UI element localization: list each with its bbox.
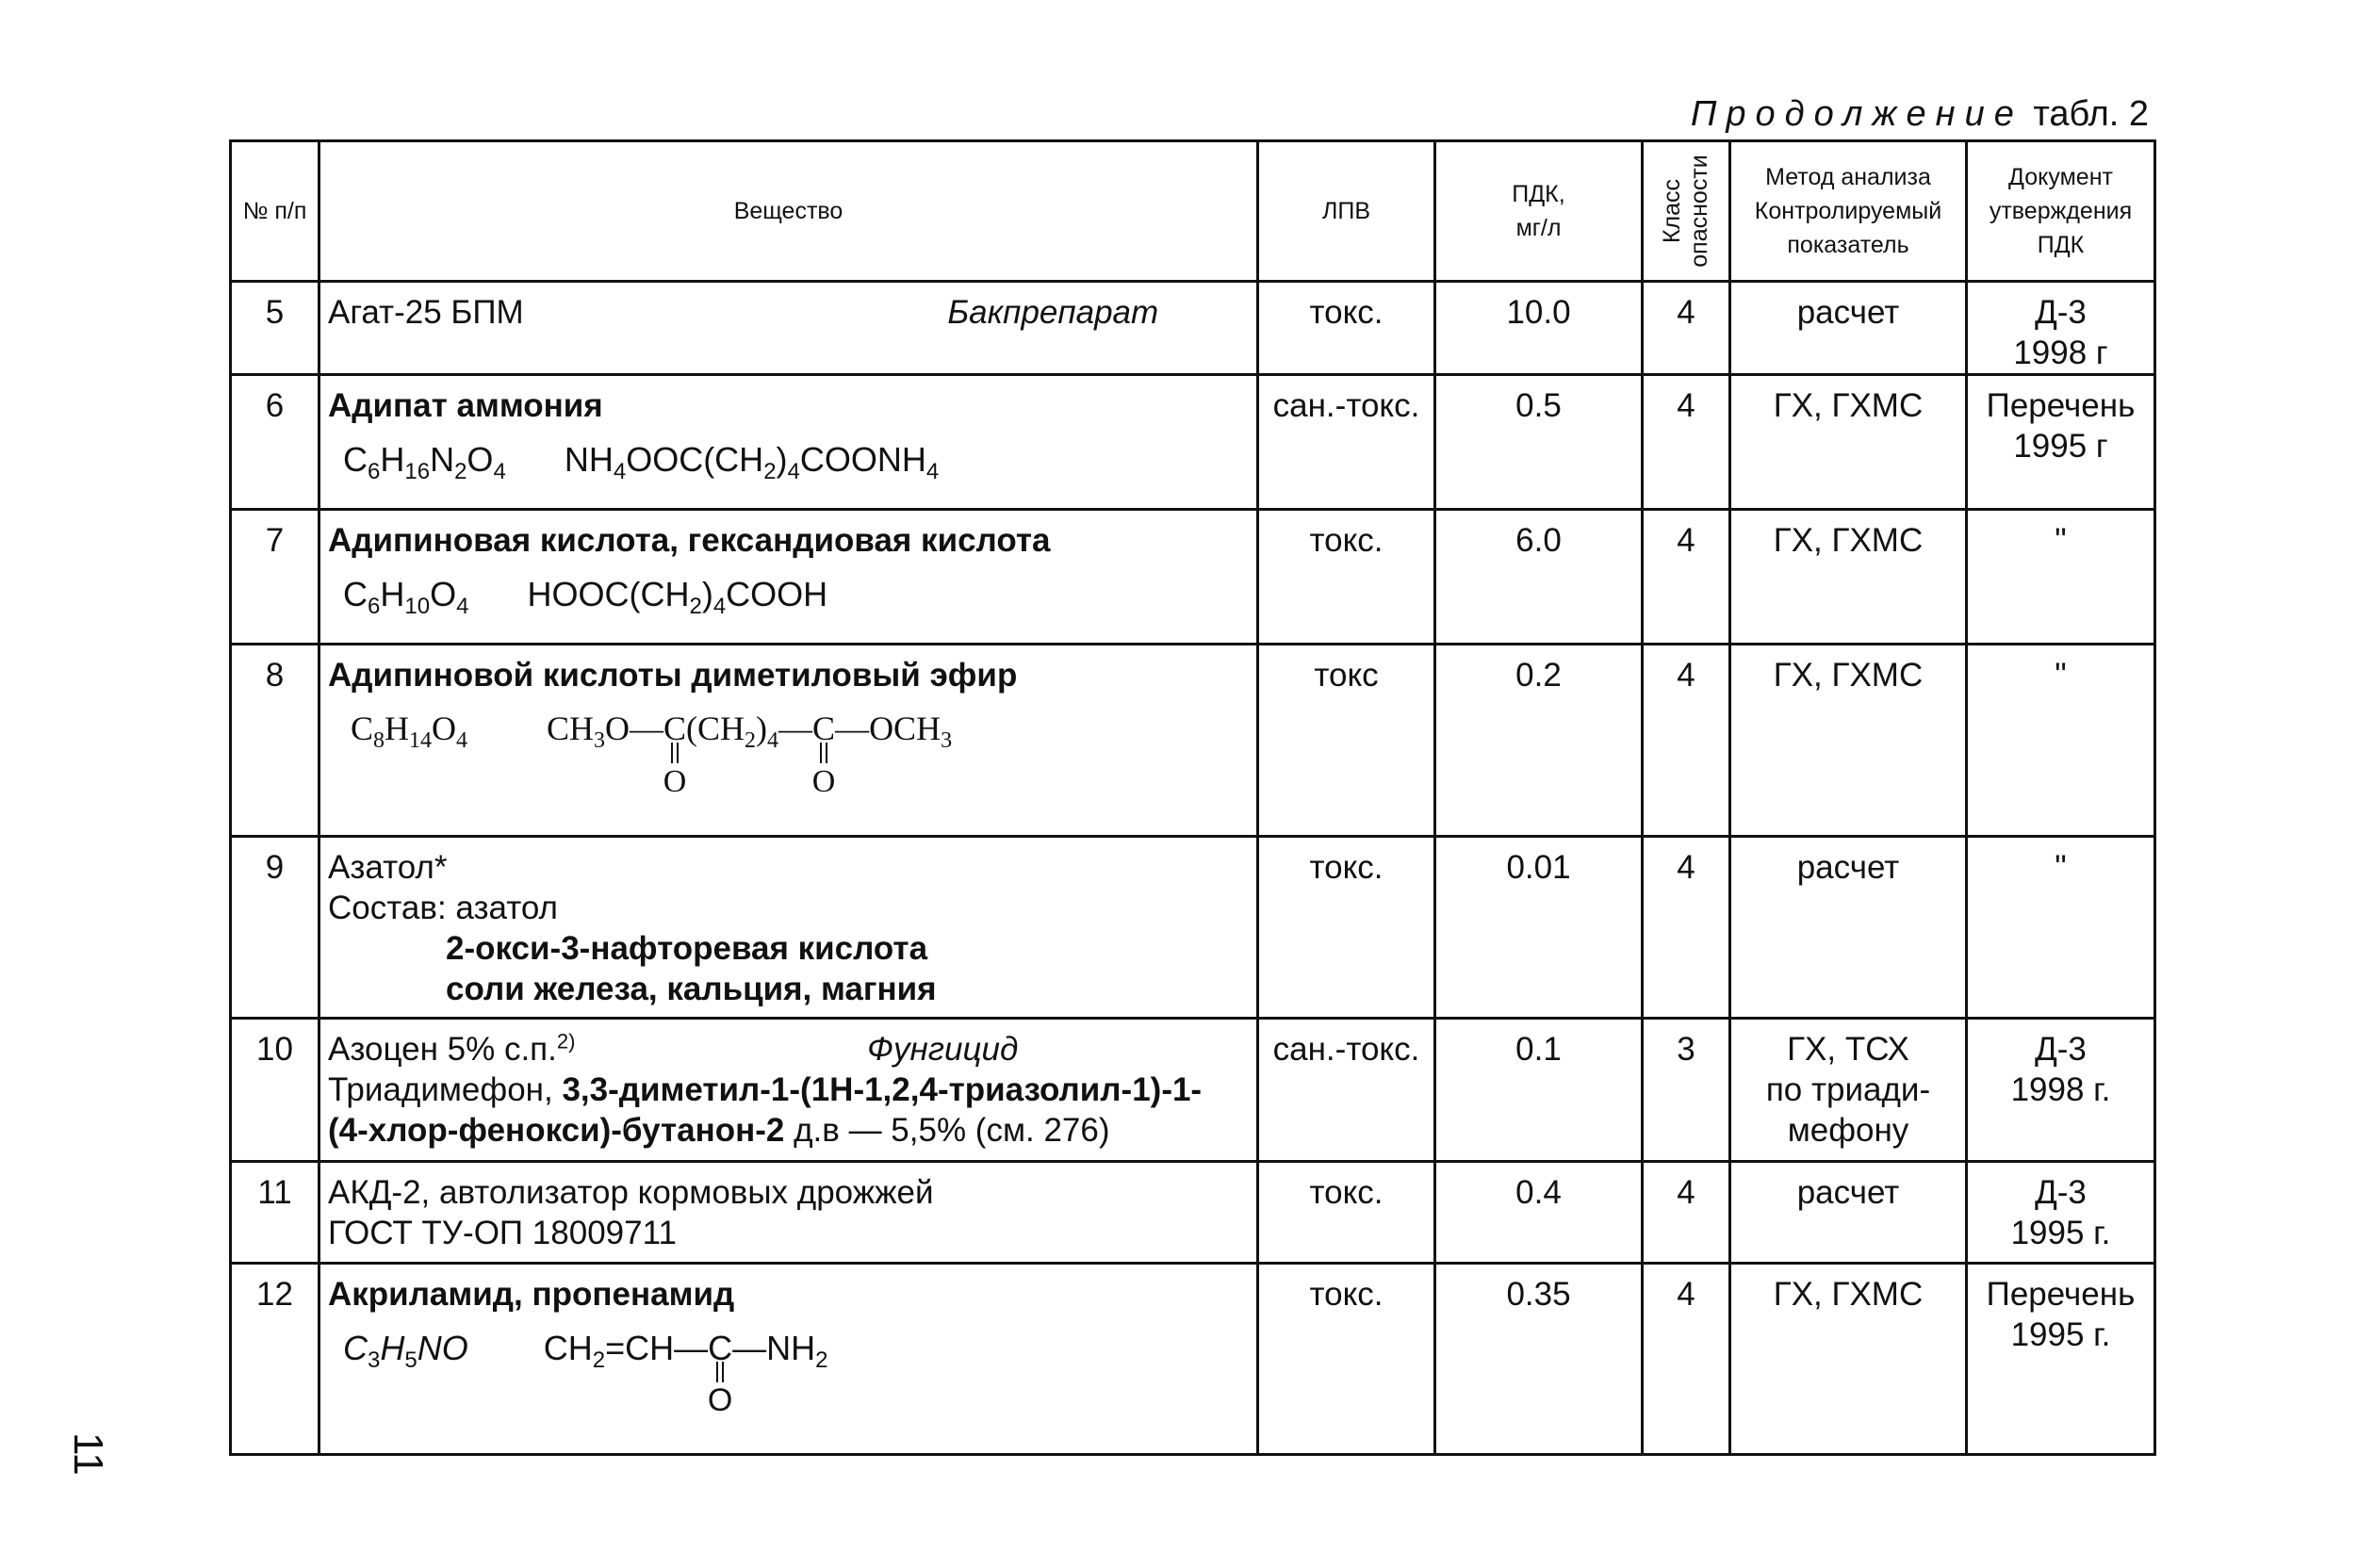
cell-method: расчет bbox=[1730, 282, 1967, 375]
cell-method: ГХ, ГХМС bbox=[1730, 510, 1967, 645]
cell-pdk: 0.4 bbox=[1435, 1162, 1643, 1264]
chemical-formula: $C_6H_{10}O_4$ $HOOC(CH_2)_4COOH$ bbox=[343, 575, 828, 620]
header-document bbox=[1967, 141, 2155, 282]
doc-line1: Д-3 bbox=[2035, 1031, 2087, 1068]
substance-name: Адипиновая кислота, гександиовая кислота bbox=[328, 522, 1051, 559]
chemical-formula: $C_6H_{16}N_2O_4$ $NH_4OOC(CH_2)_4COONH_4$ bbox=[343, 440, 940, 485]
cell-pdk: 0.01 bbox=[1435, 837, 1643, 1019]
cell-lpv: токс bbox=[1258, 645, 1435, 837]
cell-pdk: 10.0 bbox=[1435, 282, 1643, 375]
method-line1: ГХ, ТСХ bbox=[1787, 1031, 1909, 1068]
doc-line2: 1998 г. bbox=[2010, 1071, 2111, 1108]
substance-note: Фунгицид bbox=[867, 1031, 1019, 1068]
cell-lpv: сан.-токс. bbox=[1258, 1019, 1435, 1162]
cell-lpv: токс. bbox=[1258, 510, 1435, 645]
cell-num: 9 bbox=[231, 837, 319, 1019]
header-substance: Вещество bbox=[319, 141, 1258, 282]
cell-num: 5 bbox=[231, 282, 319, 375]
cell-class: 4 bbox=[1643, 837, 1730, 1019]
table-row bbox=[231, 1162, 2155, 1264]
cell-document: " bbox=[1967, 510, 2155, 645]
doc-line1: Перечень bbox=[1986, 387, 2136, 424]
doc-line2: 1998 г bbox=[2013, 335, 2108, 371]
doc-line2: 1995 г. bbox=[2010, 1316, 2111, 1353]
cell-class: 3 bbox=[1643, 1019, 1730, 1162]
cell-pdk: 0.2 bbox=[1435, 645, 1643, 837]
cell-num: 8 bbox=[231, 645, 319, 837]
cell-num: 11 bbox=[231, 1162, 319, 1264]
substance-name: АКД-2, автолизатор кормовых дрожжей bbox=[328, 1174, 934, 1211]
header-pdk-line2: мг/л bbox=[1515, 215, 1562, 241]
cell-lpv: токс. bbox=[1258, 282, 1435, 375]
table-row bbox=[231, 645, 2155, 837]
cell-class: 4 bbox=[1643, 1162, 1730, 1264]
cell-pdk: 0.1 bbox=[1435, 1019, 1643, 1162]
doc-line1: Перечень bbox=[1986, 1276, 2136, 1313]
cell-document bbox=[1967, 1019, 2155, 1162]
cell-pdk: 6.0 bbox=[1435, 510, 1643, 645]
cell-document bbox=[1967, 1264, 2155, 1455]
cell-document bbox=[1967, 375, 2155, 510]
substance-composition: Состав: азатол bbox=[328, 890, 558, 926]
substance-name: Акриламид, пропенамид bbox=[328, 1276, 735, 1313]
header-method-line3: показатель bbox=[1787, 232, 1909, 258]
cell-class: 4 bbox=[1643, 510, 1730, 645]
method-line3: мефону bbox=[1787, 1112, 1909, 1149]
cell-num: 12 bbox=[231, 1264, 319, 1455]
substance-line3: (4-хлор-фенокси)-бутанон-2 д.в — 5,5% (см. 276) bbox=[328, 1112, 1110, 1149]
cell-num: 7 bbox=[231, 510, 319, 645]
doc-line2: 1995 г bbox=[2013, 428, 2108, 465]
chemical-formula: $C_8H_{14}O_4$ $CH_3O—C$ O $(CH_2)_4—C$ O $—OCH_3$ bbox=[351, 710, 953, 799]
cell-class: 4 bbox=[1643, 375, 1730, 510]
table-row bbox=[231, 1264, 2155, 1455]
cell-method: ГХ, ГХМС bbox=[1730, 375, 1967, 510]
substance-name: Азатол* bbox=[328, 849, 448, 886]
substance-component: соли железа, кальция, магния bbox=[446, 971, 937, 1007]
cell-lpv: сан.-токс. bbox=[1258, 375, 1435, 510]
header-class-line2: опасности bbox=[1686, 155, 1712, 268]
table-row bbox=[231, 282, 2155, 375]
cell-lpv: токс. bbox=[1258, 837, 1435, 1019]
header-doc-line3: ПДК bbox=[2037, 232, 2085, 258]
cell-document bbox=[1967, 282, 2155, 375]
header-doc-line2: утверждения bbox=[1989, 198, 2133, 224]
header-method-line1: Метод анализа bbox=[1765, 164, 1931, 190]
substance-name: Адипиновой кислоты диметиловый эфир bbox=[328, 657, 1018, 694]
method-line2: по триади- bbox=[1765, 1071, 1931, 1108]
header-class bbox=[1643, 141, 1730, 282]
substance-name: Агат-25 БПМ bbox=[328, 294, 524, 331]
table-caption bbox=[1602, 94, 2149, 135]
cell-num: 6 bbox=[231, 375, 319, 510]
cell-document: " bbox=[1967, 837, 2155, 1019]
substance-line1 bbox=[328, 1029, 1251, 1070]
doc-line2: 1995 г. bbox=[2010, 1215, 2111, 1251]
cell-method: расчет bbox=[1730, 1162, 1967, 1264]
cell-substance bbox=[319, 510, 1258, 645]
cell-lpv: токс. bbox=[1258, 1264, 1435, 1455]
cell-document bbox=[1967, 1162, 2155, 1264]
table-row bbox=[231, 375, 2155, 510]
caption-table-ref: табл. 2 bbox=[2033, 94, 2149, 134]
doc-line1: Д-3 bbox=[2035, 1174, 2087, 1211]
header-lpv: ЛПВ bbox=[1258, 141, 1435, 282]
page-number: 11 bbox=[65, 1432, 111, 1476]
cell-substance bbox=[319, 1162, 1258, 1264]
cell-lpv: токс. bbox=[1258, 1162, 1435, 1264]
table-row bbox=[231, 1019, 2155, 1162]
cell-method: ГХ, ГХМС bbox=[1730, 1264, 1967, 1455]
substance-standard: ГОСТ ТУ-ОП 18009711 bbox=[328, 1215, 677, 1251]
substance-note: Бакпрепарат bbox=[947, 294, 1159, 331]
cell-pdk: 0.35 bbox=[1435, 1264, 1643, 1455]
cell-method: расчет bbox=[1730, 837, 1967, 1019]
header-class-line1: Класс bbox=[1659, 178, 1685, 244]
substance-component: 2-окси-3-нафторевая кислота bbox=[446, 930, 928, 967]
cell-class: 4 bbox=[1643, 282, 1730, 375]
header-method bbox=[1730, 141, 1967, 282]
cell-substance bbox=[319, 645, 1258, 837]
header-num: № п/п bbox=[231, 141, 319, 282]
table-row bbox=[231, 510, 2155, 645]
header-pdk bbox=[1435, 141, 1643, 282]
chemical-formula: $C_3H_5NO$ $CH_2=CH—C$ O $—NH_2$ bbox=[343, 1329, 828, 1418]
cell-class: 4 bbox=[1643, 1264, 1730, 1455]
caption-continuation: Продолжение bbox=[1690, 94, 2023, 134]
cell-substance bbox=[319, 837, 1258, 1019]
header-class-rotated bbox=[1659, 155, 1713, 267]
cell-num: 10 bbox=[231, 1019, 319, 1162]
cell-method bbox=[1730, 1019, 1967, 1162]
cell-document: " bbox=[1967, 645, 2155, 837]
substance-name: Азоцен 5% с.п. bbox=[328, 1031, 557, 1068]
cell-pdk: 0.5 bbox=[1435, 375, 1643, 510]
cell-class: 4 bbox=[1643, 645, 1730, 837]
header-method-line2: Контролируемый bbox=[1754, 198, 1942, 224]
substance-footnote: 2) bbox=[556, 1029, 576, 1054]
cell-substance bbox=[319, 1019, 1258, 1162]
table-row bbox=[231, 837, 2155, 1019]
substance-line2: Триадимефон, 3,3-диметил-1-(1Н-1,2,4-триазолил-1)-1- bbox=[328, 1071, 1203, 1108]
data-table bbox=[229, 139, 2156, 1456]
header-row bbox=[231, 141, 2155, 282]
cell-substance bbox=[319, 282, 1258, 375]
cell-method: ГХ, ГХМС bbox=[1730, 645, 1967, 837]
header-doc-line1: Документ bbox=[2008, 164, 2113, 190]
cell-substance bbox=[319, 1264, 1258, 1455]
substance-name: Адипат аммония bbox=[328, 387, 603, 424]
doc-line1: Д-3 bbox=[2035, 294, 2087, 331]
cell-substance bbox=[319, 375, 1258, 510]
header-pdk-line1: ПДК, bbox=[1512, 181, 1565, 207]
